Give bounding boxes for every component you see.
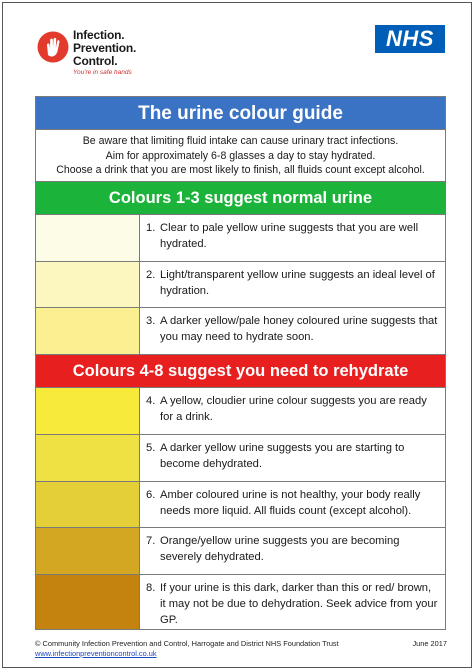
intro-line: Be aware that limiting fluid intake can cause urinary tract infections. bbox=[82, 135, 399, 147]
row-number: 3. bbox=[146, 314, 156, 327]
colour-swatch bbox=[36, 435, 140, 481]
row-number: 6. bbox=[146, 488, 156, 501]
urine-colour-guide bbox=[35, 96, 446, 630]
row-number: 7. bbox=[146, 534, 156, 547]
row-text: Orange/yellow urine suggests you are becoming severely dehydrated. bbox=[160, 534, 400, 563]
colour-row bbox=[36, 308, 445, 355]
colour-row bbox=[36, 575, 445, 629]
row-text: Light/transparent yellow urine suggests an ideal level of hydration. bbox=[160, 268, 435, 297]
colour-swatch bbox=[36, 388, 140, 434]
colour-row bbox=[36, 215, 445, 262]
row-text: A darker yellow urine suggests you are starting to become dehydrated. bbox=[160, 441, 405, 470]
logo-tagline: You're in safe hands bbox=[73, 69, 132, 76]
colour-row bbox=[36, 435, 445, 482]
colour-swatch bbox=[36, 528, 140, 574]
colour-swatch bbox=[36, 482, 140, 527]
row-number: 1. bbox=[146, 221, 156, 234]
colour-swatch bbox=[36, 308, 140, 354]
row-number: 2. bbox=[146, 268, 156, 281]
intro-line: Choose a drink that you are most likely to finish, all fluids count except alcohol. bbox=[56, 164, 425, 176]
colour-swatch bbox=[36, 215, 140, 261]
colour-row bbox=[36, 262, 445, 308]
row-text: Clear to pale yellow urine suggests that you are well hydrated. bbox=[160, 221, 419, 250]
infection-prevention-control-logo bbox=[37, 27, 177, 77]
guide-title: The urine colour guide bbox=[36, 97, 445, 130]
logo-line-1: Infection. bbox=[73, 28, 125, 42]
row-text: If your urine is this dark, darker than this or red/ brown, it may not be due to dehydration. Seek advice from your GP. bbox=[160, 581, 438, 626]
colour-swatch bbox=[36, 262, 140, 307]
colour-row bbox=[36, 528, 445, 575]
publication-date: June 2017 bbox=[412, 639, 447, 648]
section-heading-normal: Colours 1-3 suggest normal urine bbox=[36, 182, 445, 215]
nhs-logo: NHS bbox=[375, 25, 445, 53]
colour-swatch bbox=[36, 575, 140, 629]
copyright-text: © Community Infection Prevention and Control, Harrogate and District NHS Foundation Trust bbox=[35, 639, 339, 648]
row-number: 4. bbox=[146, 394, 156, 407]
logo-line-2: Prevention. bbox=[73, 41, 137, 55]
row-number: 5. bbox=[146, 441, 156, 454]
logo-line-3: Control. bbox=[73, 54, 118, 68]
colour-row bbox=[36, 388, 445, 435]
section-heading-rehydrate: Colours 4-8 suggest you need to rehydrate bbox=[36, 355, 445, 388]
intro-line: Aim for approximately 6-8 glasses a day to stay hydrated. bbox=[105, 149, 376, 162]
row-text: A yellow, cloudier urine colour suggests you are ready for a drink. bbox=[160, 394, 427, 423]
footer bbox=[35, 639, 447, 659]
website-link[interactable]: www.infectionpreventioncontrol.co.uk bbox=[35, 649, 157, 658]
row-text: A darker yellow/pale honey coloured urine suggests that you may need to hydrate soon. bbox=[160, 314, 438, 343]
hand-icon bbox=[37, 31, 69, 63]
poster-page bbox=[2, 2, 472, 668]
row-number: 8. bbox=[146, 581, 156, 594]
row-text: Amber coloured urine is not healthy, your body really needs more liquid. All fluids count (except alcohol). bbox=[160, 488, 421, 517]
guide-intro bbox=[36, 130, 445, 182]
colour-row bbox=[36, 482, 445, 528]
